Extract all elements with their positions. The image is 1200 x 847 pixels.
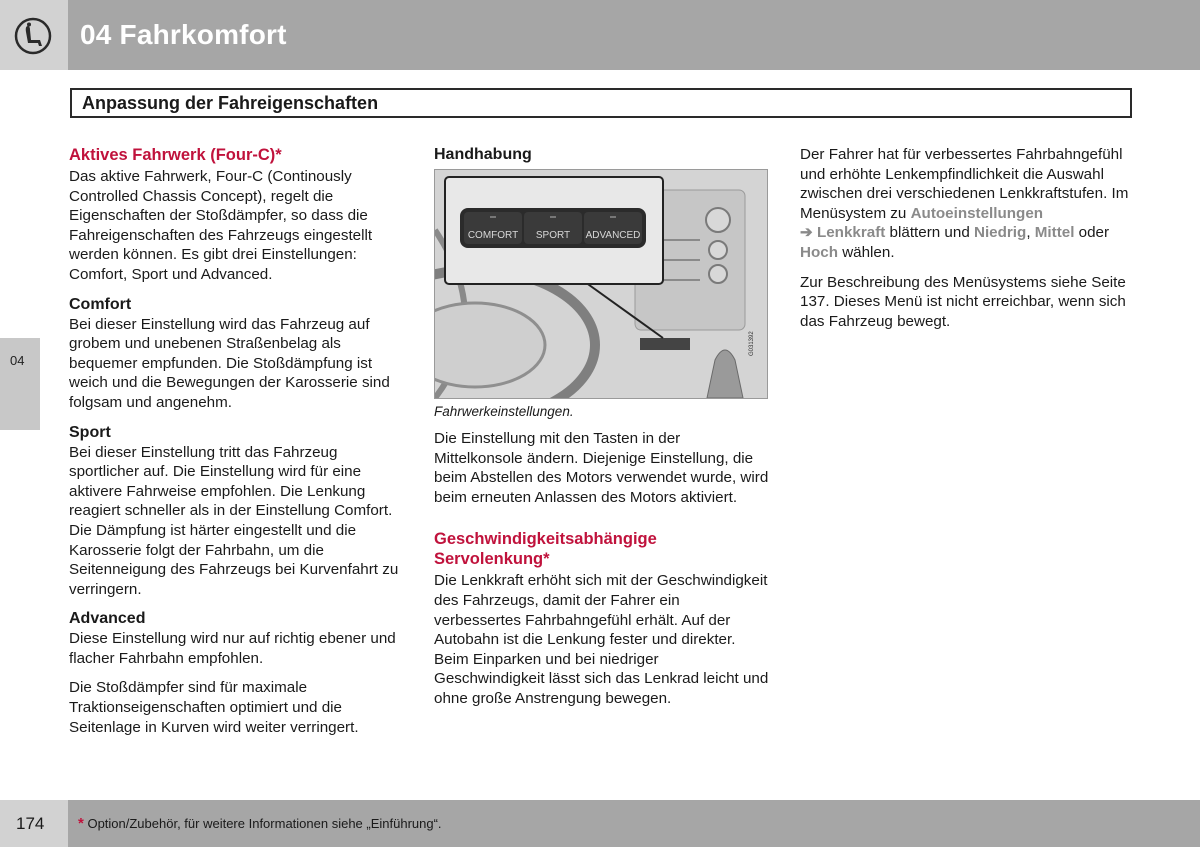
footnote-text: Option/Zubehör, für weitere Informationen siehe „Einführung“. [83, 816, 442, 831]
menu-mittel: Mittel [1034, 224, 1075, 242]
column-2 [434, 145, 770, 719]
advanced-button-label: ADVANCED [585, 230, 641, 241]
menu-hoch: Hoch [800, 243, 838, 261]
footnote-star: * [78, 815, 84, 832]
seat-icon [14, 17, 52, 55]
chapter-title: 04 Fahrkomfort [80, 19, 287, 50]
comfort-led-icon [490, 216, 496, 218]
sport-led-icon [550, 216, 556, 218]
four-c-heading: Aktives Fahrwerk (Four-C)* [69, 146, 282, 164]
handling-heading: Handhabung [434, 146, 532, 163]
chapter-tab-label: 04 [10, 353, 25, 368]
chapter-side-tab [0, 338, 40, 430]
handling-text: Die Einstellung mit den Tasten in der Mittelkonsole ändern. Diejenige Einstellung, die beim Abstellen des Motors verwendet wurde, wird beim erneuten Anlassen des Motors aktiviert. [434, 430, 769, 506]
sport-button [524, 212, 582, 244]
menu-niedrig: Niedrig [973, 224, 1027, 242]
advanced-button [584, 212, 642, 244]
page-number-box [0, 800, 68, 847]
menu-description-text: Zur Beschreibung des Menüsystems siehe Seite 137. Dieses Menü ist nicht erreichbar, wenn sich das Fahrzeug bewegt. [800, 273, 1126, 330]
figure-caption: Fahrwerkeinstellungen. [434, 404, 574, 419]
servo-steering-heading: Geschwindigkeitsabhängige Servolenkung* [434, 530, 657, 569]
comfort-text: Bei dieser Einstellung wird das Fahrzeug auf grobem und unebenen Straßenbelag als bequemer empfunden. Die Stoßdämpfung ist weich und die Bewegungen der Karosserie sind folgsam und angenehm. [69, 315, 390, 411]
chassis-button-group [460, 208, 646, 248]
menu-lenkkraft: Lenkkraft [816, 224, 886, 242]
page-number: 174 [16, 814, 45, 833]
section-title-box [70, 88, 1132, 118]
arrow-right-icon: ➔ [800, 224, 817, 242]
four-c-intro: Das aktive Fahrwerk, Four-C (Continously Controlled Chassis Concept), regelt die Eigenschaften der Stoßdämpfer, so dass die Fahreigenschaften des Fahrzeugs eingestellt werden können. Es gibt drei Einstellungen: Comfort, Sport und Advanced. [69, 168, 373, 283]
chassis-settings-figure [434, 169, 768, 399]
button-closeup-inset [444, 176, 664, 285]
advanced-text-2: Die Stoßdämpfer sind für maximale Traktionseigenschaften optimiert und die Seitenlage in Kurven wird weiter verringert. [69, 679, 359, 736]
advanced-led-icon [610, 216, 616, 218]
menu-autoeinstellungen: Autoeinstellungen [910, 204, 1044, 222]
comfort-button [464, 212, 522, 244]
section-title: Anpassung der Fahreigenschaften [82, 93, 379, 113]
steering-levels-text: Der Fahrer hat für verbessertes Fahrbahngefühl und erhöhte Lenkempfindlichkeit die Auswahl zwischen drei verschiedenen Lenkkraftstufen. Im Menüsystem zu Autoeinstellungen ➔ Lenkkraft blättern und Niedrig, Mittel oder Hoch wählen. [800, 146, 1129, 261]
comfort-button-label: COMFORT [467, 230, 519, 241]
advanced-heading: Advanced [69, 610, 146, 628]
sport-button-label: SPORT [535, 230, 571, 241]
sport-heading: Sport [69, 423, 111, 441]
footnote [78, 815, 442, 832]
column-1 [69, 145, 409, 747]
chapter-icon-box [0, 0, 68, 70]
sport-text: Bei dieser Einstellung tritt das Fahrzeug sportlicher auf. Die Einstellung wird für eine aktivere Fahrweise empfohlen. Die Lenkung reagiert schneller als in der Einstellung Comfort. Die Dämpfung ist härter eingestellt und die Karosserie folgt der Fahrbahn, um die Seitenneigung des Fahrzeugs bei Kurvenfahrt zu verringern. [69, 443, 399, 598]
column-3 [800, 145, 1140, 341]
figure-code: G031392 [749, 331, 755, 356]
advanced-text-1: Diese Einstellung wird nur auf richtig ebener und flacher Fahrbahn empfohlen. [69, 630, 396, 667]
servo-steering-text: Die Lenkkraft erhöht sich mit der Geschwindigkeit des Fahrzeugs, damit der Fahrer ein verbessertes Fahrbahngefühl erhält. Auf der Autobahn ist die Lenkung fester und direkter. Beim Einparken und bei niedriger Geschwindigkeit lässt sich das Lenkrad leicht und ohne große Anstrengung bewegen. [434, 572, 769, 707]
comfort-heading: Comfort [69, 295, 132, 313]
